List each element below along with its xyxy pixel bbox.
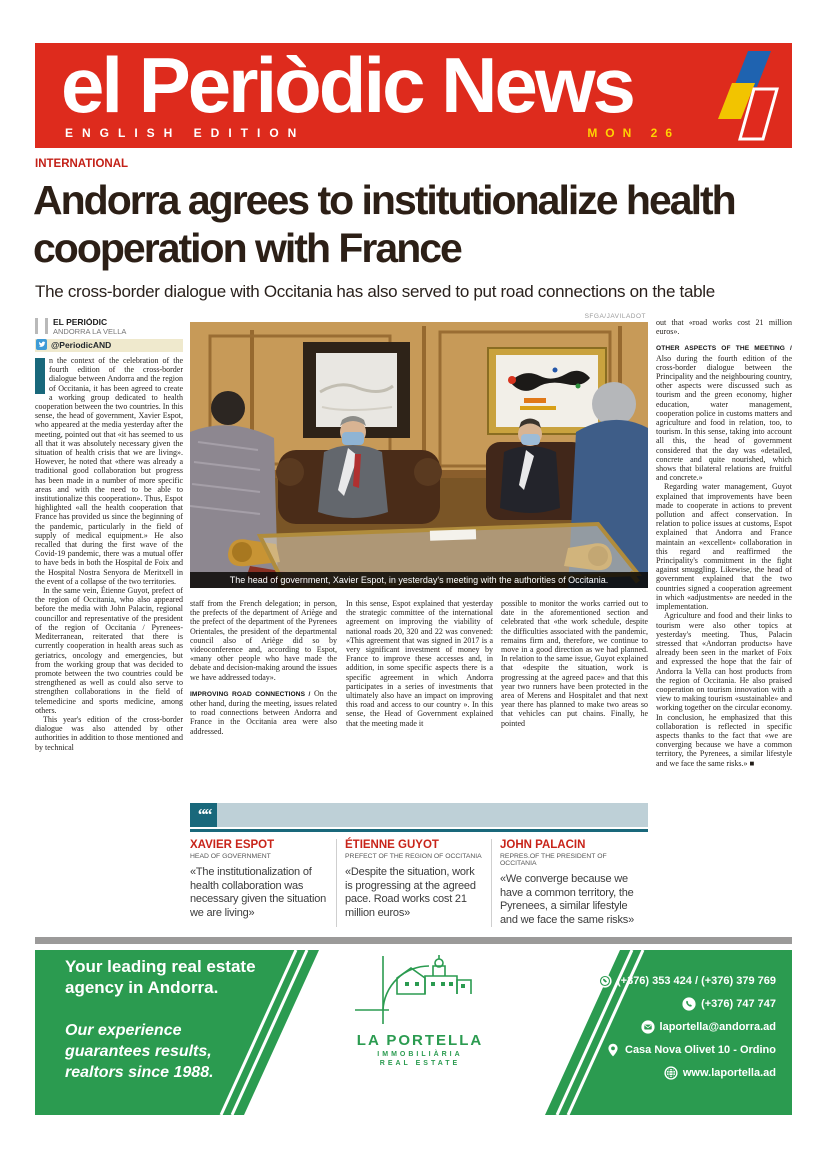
quote-text: «The institutionalization of health collaboration was necessary given the situation we are living» <box>190 866 327 919</box>
byline-location: ANDORRA LA VELLA <box>53 327 127 336</box>
paragraph: Regarding water management, Guyot explained that improvements have been made to cooperate in actions to prevent pollution and affect conservation. In relation to police issues at customs, Espot explained that Andorra and France maintain an «excellent» collaboration in this regard and reaffirmed the Principality's commitment in the fight against smuggling. Likewise, the head of government explained that the two countries signed a cooperation agreement in which «adjustments» are needed in the implementation. <box>656 482 792 612</box>
paragraph: On the other hand, during the meeting, issues related to road connections between Andorra and France in the Occitania area were also addressed. <box>190 688 337 736</box>
globe-icon <box>664 1066 678 1080</box>
quote-author: JOHN PALACIN <box>500 839 586 851</box>
twitter-handle[interactable]: @PeriodicAND <box>51 339 112 350</box>
advertisement <box>35 950 792 1115</box>
mail-icon <box>641 1020 655 1034</box>
byline <box>35 318 183 352</box>
pull-quotes-section <box>190 803 648 927</box>
paragraph: Also during the fourth edition of the cross-border dialogue between the Principality and the neighbouring country, other aspects were discussed such as tourism and the green economy, higher education, water management, cooperation police in customs matters and agriculture and food in relation, too, to tourism. In this sense, taking into account all this, the head of government considered that the day was «detailed, concrete and quite nourished, which shows that bilateral relations are fruitful and concrete.» <box>656 353 792 483</box>
twitter-icon <box>36 339 47 352</box>
byline-source: EL PERIÒDIC <box>53 318 108 327</box>
section-label: INTERNATIONAL <box>35 158 129 170</box>
contact-row-phone[interactable] <box>598 997 776 1011</box>
quote-text: «We converge because we have a common territory, the Pyrenees, a similar lifestyle and we face the same risks» <box>500 873 635 926</box>
article-column-4 <box>501 599 648 799</box>
edition-label: ENGLISH EDITION <box>65 126 306 140</box>
ad-contact-list <box>598 974 776 1089</box>
paragraph: possible to monitor the works carried out to date in the aforementioned section and celebrated that «the work schedule, despite the difficulties associated with the pandemic, remains firm and, therefore, we continue to move in a good direction as we had planned. In relation to the same issue, Guyot explained that «despite the situation, work is progressing at the agreed pace» and that this year two runners have been protected in the area of Merens and Hospitalet and that next year there has planned to make two areas so that vehicles can put chains. Finally, he pointed <box>501 599 648 728</box>
ad-tagline: Our experience guarantees results, realtors since 1988. <box>65 1022 214 1081</box>
article-photo <box>190 313 648 588</box>
ad-brand-sub2: REAL ESTATE <box>379 1060 461 1067</box>
paragraph: staff from the French delegation; in person, the prefects of the department of Ariège and the prefect of the department of the Pyrenees Orientales, the president of the departmental council also of Ariège did so by videoconference and, according to Espot, «many other people who have made the debate and decision-making around the issues we have addressed today». <box>190 599 337 682</box>
paragraph: In this sense, Espot explained that yesterday the strategic committee of the international agreement on improving the viability of national roads 20, 320 and 22 was convened: «This agreement that was signed in 2017 is a very significant investment of money by France to improve these accesses and, in addition, in some specific aspects there is a specific agreement in which Andorra participates in a series of investments that ultimately also have an impact on improving this road and access to our country ». In this sense, the Head of Government explained that the meeting made it <box>346 599 493 728</box>
article-subheadline: The cross-border dialogue with Occitania has also served to put road connections on the table <box>35 282 715 301</box>
article-column-5 <box>656 318 792 940</box>
quote-author-role: REPRES.OF THE PRESIDENT OF OCCITANIA <box>500 853 607 867</box>
quote-item <box>491 839 646 927</box>
quote-rule <box>190 829 648 832</box>
quote-author-role: PREFECT OF THE REGION OF OCCITANIA <box>345 853 482 860</box>
quote-text: «Despite the situation, work is progressing at the agreed pace. Road works cost 21 million euros» <box>345 866 476 919</box>
photo-credit: SFGA/JAVILADOT <box>584 313 646 320</box>
quote-author: ÉTIENNE GUYOT <box>345 839 439 851</box>
ad-headline: Your leading real estate agency in Andorra. <box>65 957 256 997</box>
separator-bar <box>35 937 792 944</box>
contact-row-email[interactable] <box>598 1020 776 1034</box>
quote-bar <box>190 803 648 827</box>
contact-text[interactable]: Casa Nova Olivet 10 - Ordino <box>625 1044 776 1056</box>
contact-text[interactable]: (+376) 747 747 <box>701 998 776 1010</box>
article-column-1 <box>35 318 183 940</box>
ad-brand-logo <box>338 954 502 1067</box>
contact-text[interactable]: www.laportella.ad <box>682 1067 776 1079</box>
article-column-2 <box>190 599 337 799</box>
drop-cap <box>35 358 45 394</box>
paragraph: n the context of the celebration of the fourth edition of the cross-border dialogue between Andorra and the region of Occitania, it has been agreed to create a working group dedicated to health cooperation between the two countries. In this sense, the head of government, Xavier Espot, who appeared at the media yesterday after the meeting, pointed out that «it has seemed to us all that it was absolutely necessary given the situation of health crisis that we are living». However, he noted that «there was already a traditional good collaboration but progress has been made in a number of more specific areas and with the need to be able to institutionalize this cooperation». Thus, Espot highlighted «all the health cooperation that France has provided us since the beginning of the pandemic, particularly in the field of supply of medical equipment.» He also recalled that during the first wave of the Covid-19 pandemic, there was a mutual offer to have beds in both the Hospital de Foix and the Hospital Nostra Senyora de Meritxell in the event of a collapse of the two territories. <box>35 356 183 586</box>
byline-bars <box>35 318 48 334</box>
article-headline: Andorra agrees to institutionalize health cooperation with France <box>33 177 735 271</box>
article-column-3 <box>346 599 493 799</box>
meeting-photo-illustration <box>190 322 648 588</box>
paragraph: out that «road works cost 21 million euros». <box>656 318 792 337</box>
twitter-handle-row[interactable] <box>35 339 183 352</box>
quote-item <box>190 839 336 927</box>
phone-icon <box>682 997 696 1011</box>
contact-row-address[interactable] <box>598 1043 776 1057</box>
contact-text[interactable]: laportella@andorra.ad <box>659 1021 776 1033</box>
la-portella-logo-icon <box>345 954 495 1026</box>
contact-text[interactable]: (+376) 353 424 / (+376) 379 769 <box>616 975 776 987</box>
photo-caption: The head of government, Xavier Espot, in yesterday's meeting with the authorities of Occitania. <box>190 572 648 588</box>
quote-mark-icon: ““ <box>190 803 217 827</box>
date-label: MON 26 <box>587 126 680 140</box>
newspaper-logo-icon <box>714 51 784 148</box>
quote-item <box>336 839 491 927</box>
section-lead-in: IMPROVING ROAD CONNECTIONS / <box>190 690 311 698</box>
masthead <box>35 43 792 148</box>
location-icon <box>606 1043 620 1057</box>
ad-brand-name: LA PORTELLA <box>356 1032 484 1049</box>
contact-row-whatsapp[interactable] <box>598 974 776 988</box>
quote-author-role: HEAD OF GOVERNMENT <box>190 853 271 860</box>
contact-row-website[interactable] <box>598 1066 776 1080</box>
quote-author: XAVIER ESPOT <box>190 839 275 851</box>
ad-copy <box>65 956 270 1083</box>
ad-brand-sub1: IMMOBILIÀRIA <box>377 1051 463 1058</box>
section-lead-in: OTHER ASPECTS OF THE MEETING / <box>656 345 792 353</box>
paragraph: In the same vein, Étienne Guyot, prefect of the region of Occitania, who also appeared before the media with John Palacin, regional councillor and representative of the president of the region of Occitania / Pyrenees-Mediterranean, reiterated that there is currently cooperation in health areas such as geriatrics, oncology and emergencies, but from the working group that was decided to promote between the two countries could be strengthened as well as could also serve to strengthen collaborations in the field of telemedicine and sports medicine, among others. <box>35 586 183 715</box>
newspaper-title: el Periòdic News <box>61 41 633 129</box>
paragraph: This year's edition of the cross-border dialogue was also attended by other authorities in addition to those mentioned and by technical <box>35 714 183 752</box>
whatsapp-icon <box>598 974 612 988</box>
paragraph: Agriculture and food and their links to tourism were also other topics at yesterday's meeting. Thus, Palacin stressed that «Andorran products» have already been seen in the market of Foix and expressed the hope that the fair of Andorra la Vella can host products from the region of Occitania. He also praised cooperation on tourism innovation with a view to making tourism «sustainable» and working together on the circular economy. In conclusion, he emphasized that this collaboration is reflected in specific aspects thanks to the fact that «we are converging because we have a common territory, the Pyrenees, a similar lifestyle and we face the same risks.» ■ <box>656 611 792 768</box>
